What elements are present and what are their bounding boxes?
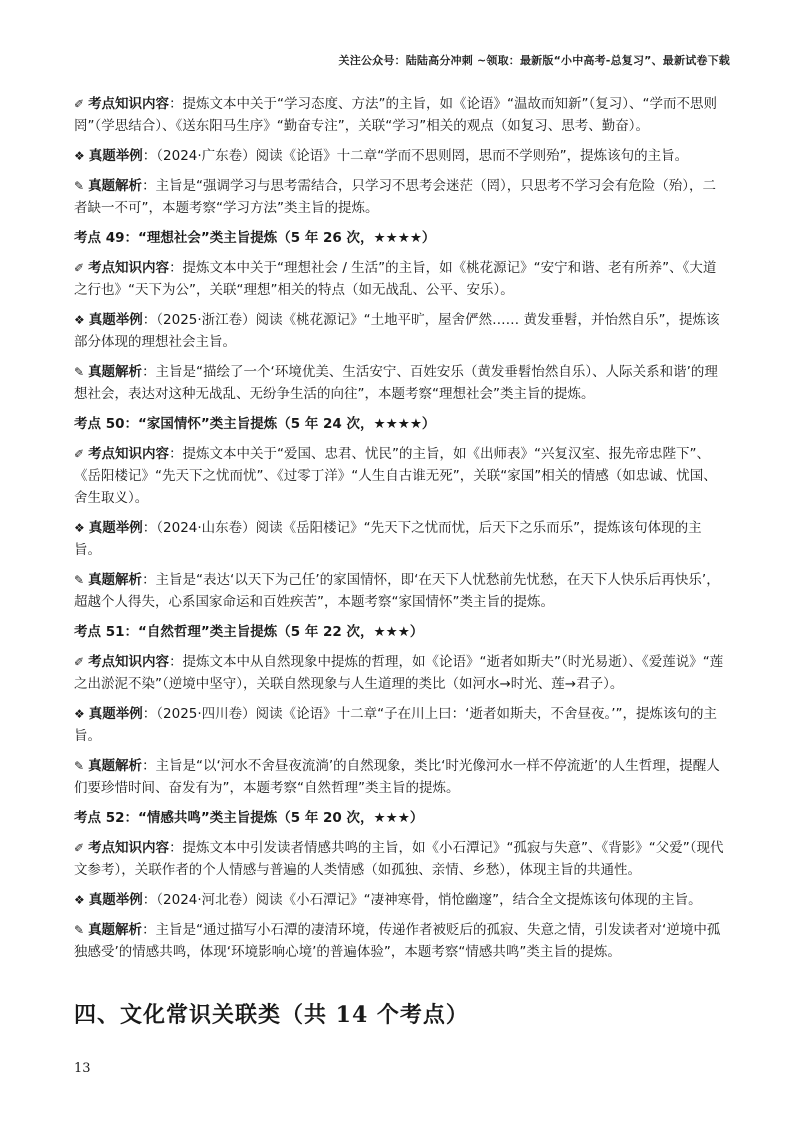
- diamond-bullet-icon: ❖: [74, 707, 85, 721]
- analysis-paragraph: ✎ 真题解析：主旨是“表达‘以天下为己任’的家国情怀，即‘在天下人忧愁前先忧愁，在天下人快乐后再快乐’，超越个人得失，心系国家命运和百姓疾苦”，本题考察“家国情怀”类主旨的提炼。: [74, 572, 720, 610]
- diamond-bullet-icon: ❖: [74, 149, 85, 163]
- analysis-paragraph: ✎ 真题解析：主旨是“强调学习与思考需结合，只学习不思考会迷茫（罔），只思考不学习会有危险（殆），二者缺一不可”，本题考察“学习方法”类主旨的提炼。: [74, 178, 717, 216]
- pen-icon: ✎: [74, 923, 85, 937]
- example-paragraph: ❖ 真题举例：（2024·山东卷）阅读《岳阳楼记》“先天下之忧而忧，后天下之乐而乐”，提炼该句体现的主旨。: [74, 520, 702, 558]
- point-51-title: 考点 51：“自然哲理”类主旨提炼（5 年 22 次，★★★）: [74, 624, 424, 640]
- example-paragraph: ❖ 真题举例：（2024·广东卷）阅读《论语》十二章“学而不思则罔，思而不学则殆”，提炼该句的主旨。: [74, 148, 689, 164]
- knowledge-paragraph: ✐ 考点知识内容：提炼文本中引发读者情感共鸣的主旨，如《小石潭记》“孤寂与失意”、《背影》“父爱”（现代文参考），关联作者的个人情感与普遍的人类情感（如孤独、亲情、乡愁），体现主旨的共通性。: [74, 840, 724, 878]
- point-52-title: 考点 52：“情感共鸣”类主旨提炼（5 年 20 次，★★★）: [74, 810, 424, 826]
- section-title: 四、文化常识关联类（共 14 个考点）: [74, 1002, 469, 1028]
- knowledge-paragraph: ✐ 考点知识内容：提炼文本中关于“学习态度、方法”的主旨，如《论语》“温故而知新”（复习）、“学而不思则罔”（学思结合）、《送东阳马生序》“勤奋专注”，关联“学习”相关的观点（如复习、思考、勤奋）。: [74, 96, 718, 134]
- diamond-bullet-icon: ❖: [74, 313, 85, 327]
- pencil-icon: ✐: [74, 655, 85, 669]
- pencil-icon: ✐: [74, 261, 85, 275]
- page-header: 关注公众号：陆陆高分冲刺 ~领取：最新版“小中高考-总复习”、最新试卷下载: [338, 54, 730, 67]
- analysis-paragraph: ✎ 真题解析：主旨是“以‘河水不舍昼夜流淌’的自然现象，类比‘时光像河水一样不停流逝’的人生哲理，提醒人们要珍惜时间、奋发有为”，本题考察“自然哲理”类主旨的提炼。: [74, 758, 720, 796]
- example-paragraph: ❖ 真题举例：（2025·四川卷）阅读《论语》十二章“子在川上曰：‘逝者如斯夫，不舍昼夜。’”，提炼该句的主旨。: [74, 706, 717, 744]
- example-paragraph: ❖ 真题举例：（2024·河北卷）阅读《小石潭记》“凄神寒骨，悄怆幽邃”，结合全文提炼该句体现的主旨。: [74, 892, 702, 908]
- pencil-icon: ✐: [74, 841, 85, 855]
- point-49-title: 考点 49：“理想社会”类主旨提炼（5 年 26 次，★★★★）: [74, 230, 436, 246]
- content-body: [74, 93, 724, 971]
- diamond-bullet-icon: ❖: [74, 521, 85, 535]
- knowledge-paragraph: ✐ 考点知识内容：提炼文本中关于“爱国、忠君、忧民”的主旨，如《出师表》“兴复汉室、报先帝忠陛下”、《岳阳楼记》“先天下之忧而忧”、《过零丁洋》“人生自古谁无死”，关联“家国”相关的情感（如忠诚、忧国、舍生取义）。: [74, 446, 717, 506]
- pen-icon: ✎: [74, 179, 85, 193]
- analysis-paragraph: ✎ 真题解析：主旨是“描绘了一个‘环境优美、生活安宁、百姓安乐（黄发垂髫怡然自乐）、人际关系和谐’的理想社会，表达对这种无战乱、无纷争生活的向往”，本题考察“理想社会”类主旨的提炼。: [74, 364, 718, 402]
- knowledge-paragraph: ✐ 考点知识内容：提炼文本中关于“理想社会 / 生活”的主旨，如《桃花源记》“安宁和谐、老有所养”、《大道之行也》“天下为公”，关联“理想”相关的特点（如无战乱、公平、安乐）。: [74, 260, 717, 298]
- point-50-title: 考点 50：“家国情怀”类主旨提炼（5 年 24 次，★★★★）: [74, 416, 436, 432]
- pen-icon: ✎: [74, 573, 85, 587]
- example-paragraph: ❖ 真题举例：（2025·浙江卷）阅读《桃花源记》“土地平旷，屋舍俨然…… 黄发垂髫，并怡然自乐”，提炼该部分体现的理想社会主旨。: [74, 312, 720, 350]
- diamond-bullet-icon: ❖: [74, 893, 85, 907]
- knowledge-paragraph: ✐ 考点知识内容：提炼文本中从自然现象中提炼的哲理，如《论语》“逝者如斯夫”（时光易逝）、《爱莲说》“莲之出淤泥不染”（逆境中坚守），关联自然现象与人生道理的类比（如河水→时光、莲→君子）。: [74, 654, 724, 692]
- page-number: 13: [74, 1061, 91, 1076]
- pencil-icon: ✐: [74, 447, 85, 461]
- analysis-paragraph: ✎ 真题解析：主旨是“通过描写小石潭的凄清环境，传递作者被贬后的孤寂、失意之情，引发读者对‘逆境中孤独感受’的情感共鸣，体现‘环境影响心境’的普遍体验”，本题考察“情感共鸣”类主旨的提炼。: [74, 922, 721, 960]
- pencil-icon: ✐: [74, 97, 85, 111]
- pen-icon: ✎: [74, 759, 85, 773]
- pen-icon: ✎: [74, 365, 85, 379]
